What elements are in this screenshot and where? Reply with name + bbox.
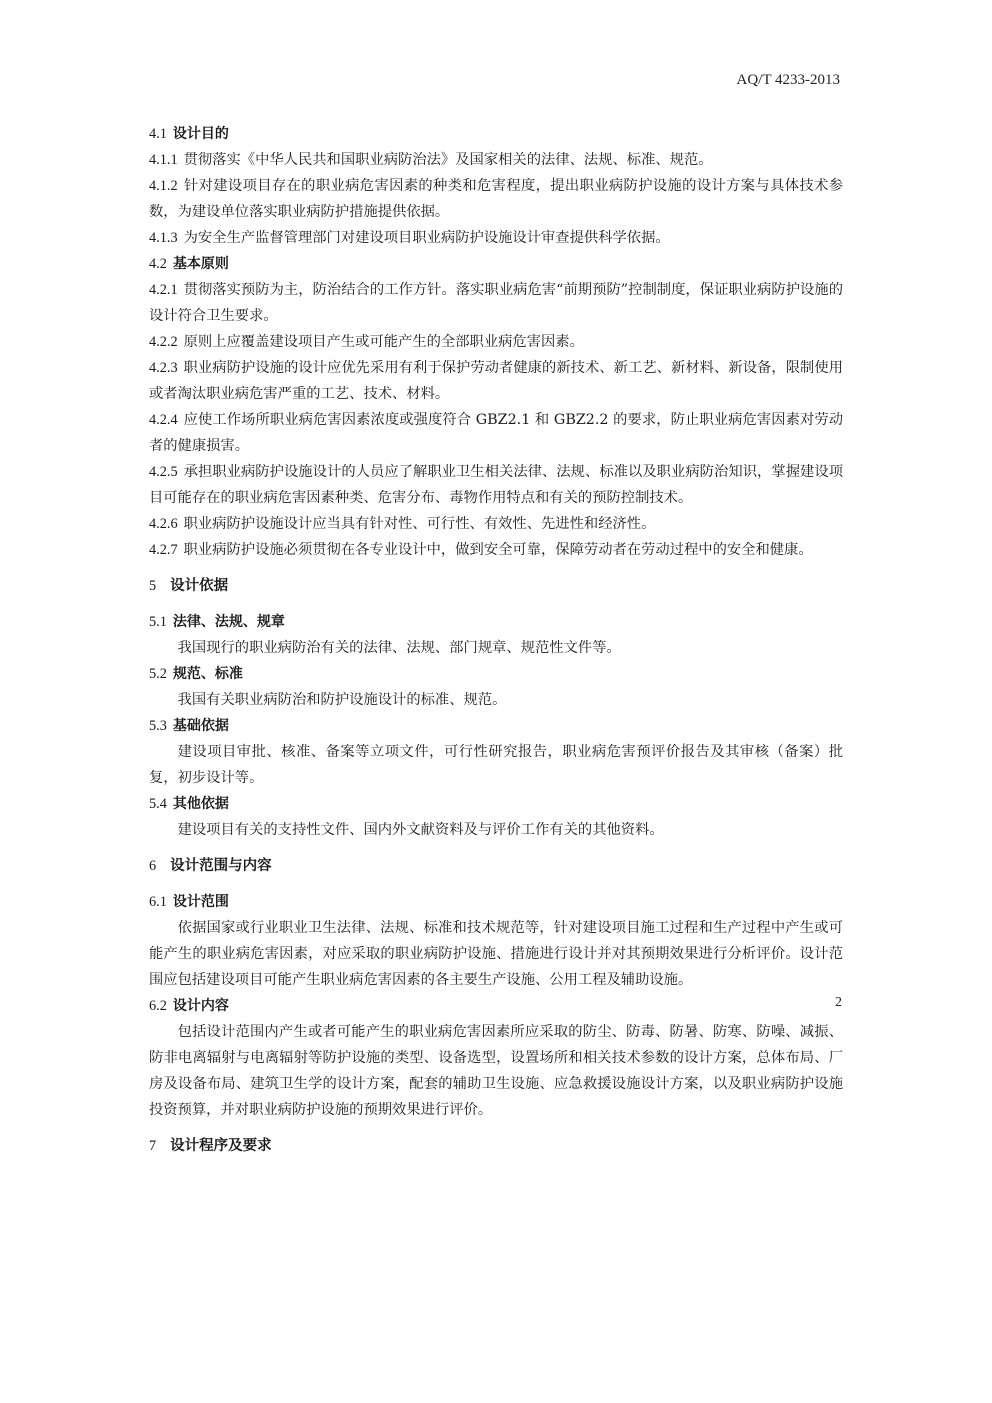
clause-4-1-2: 4.1.2 针对建设项目存在的职业病危害因素的种类和危害程度，提出职业病防护设施的设计方案与具体技术参数，为建设单位落实职业病防护措施提供依据。 [149, 178, 843, 220]
page-number: 2 [835, 995, 842, 1010]
clause-4-2-4: 4.2.4 应使工作场所职业病危害因素浓度或强度符合 GBZ2.1 和 GBZ2.2 的要求，防止职业病危害因素对劳动者的健康损害。 [149, 412, 843, 454]
clause-4-1-1: 4.1.1 贯彻落实《中华人民共和国职业病防治法》及国家相关的法律、法规、标准、规范。 [149, 152, 713, 168]
section-heading-5-3: 5.3 基础依据 [149, 718, 229, 734]
section-heading-5-4: 5.4 其他依据 [149, 796, 229, 812]
paragraph-5-3: 建设项目审批、核准、备案等立项文件，可行性研究报告，职业病危害预评价报告及其审核（备案）批复，初步设计等。 [149, 744, 843, 786]
paragraph-5-2: 我国有关职业病防治和防护设施设计的标准、规范。 [177, 692, 507, 708]
clause-4-2-6: 4.2.6 职业病防护设施设计应当具有针对性、可行性、有效性、先进性和经济性。 [149, 516, 656, 532]
chapter-heading-5: 5 设计依据 [149, 578, 229, 594]
paragraph-6-1: 依据国家或行业职业卫生法律、法规、标准和技术规范等，针对建设项目施工过程和生产过程中产生或可能产生的职业病危害因素，对应采取的职业病防护设施、措施进行设计并对其预期效果进行分析评价。设计范围应包括建设项目可能产生职业病危害因素的各主要生产设施、公用工程及辅助设施。 [149, 920, 843, 988]
paragraph-5-1: 我国现行的职业病防治有关的法律、法规、部门规章、规范性文件等。 [177, 640, 621, 656]
chapter-heading-7: 7 设计程序及要求 [149, 1138, 272, 1154]
clause-4-2-3: 4.2.3 职业病防护设施的设计应优先采用有利于保护劳动者健康的新技术、新工艺、新材料、新设备，限制使用或者淘汰职业病危害严重的工艺、技术、材料。 [149, 360, 843, 402]
clause-4-2-2: 4.2.2 原则上应覆盖建设项目产生或可能产生的全部职业病危害因素。 [149, 334, 584, 350]
clause-4-2-7: 4.2.7 职业病防护设施必须贯彻在各专业设计中，做到安全可靠，保障劳动者在劳动过程中的安全和健康。 [149, 542, 813, 558]
document-code: AQ/T 4233-2013 [736, 72, 840, 88]
section-heading-4-2: 4.2 基本原则 [149, 256, 229, 272]
paragraph-6-2: 包括设计范围内产生或者可能产生的职业病危害因素所应采取的防尘、防毒、防暑、防寒、防噪、减振、防非电离辐射与电离辐射等防护设施的类型、设备选型，设置场所和相关技术参数的设计方案，总体布局、厂房及设备布局、建筑卫生学的设计方案，配套的辅助卫生设施、应急救援设施设计方案，以及职业病防护设施投资预算，并对职业病防护设施的预期效果进行评价。 [149, 1024, 843, 1118]
paragraph-5-4: 建设项目有关的支持性文件、国内外文献资料及与评价工作有关的其他资料。 [177, 822, 664, 838]
section-heading-4-1: 4.1 设计目的 [149, 126, 229, 142]
clause-4-1-3: 4.1.3 为安全生产监督管理部门对建设项目职业病防护设施设计审查提供科学依据。 [149, 230, 670, 246]
clause-4-2-1: 4.2.1 贯彻落实预防为主，防治结合的工作方针。落实职业病危害“前期预防”控制制度，保证职业病防护设施的设计符合卫生要求。 [149, 282, 843, 324]
clause-4-2-5: 4.2.5 承担职业病防护设施设计的人员应了解职业卫生相关法律、法规、标准以及职业病防治知识，掌握建设项目可能存在的职业病危害因素种类、危害分布、毒物作用特点和有关的预防控制技术。 [149, 464, 843, 506]
section-heading-5-2: 5.2 规范、标准 [149, 666, 243, 682]
section-heading-6-1: 6.1 设计范围 [149, 894, 229, 910]
chapter-heading-6: 6 设计范围与内容 [149, 858, 272, 874]
section-heading-5-1: 5.1 法律、法规、规章 [149, 614, 285, 630]
document-body [149, 121, 843, 1159]
section-heading-6-2: 6.2 设计内容 [149, 998, 229, 1014]
